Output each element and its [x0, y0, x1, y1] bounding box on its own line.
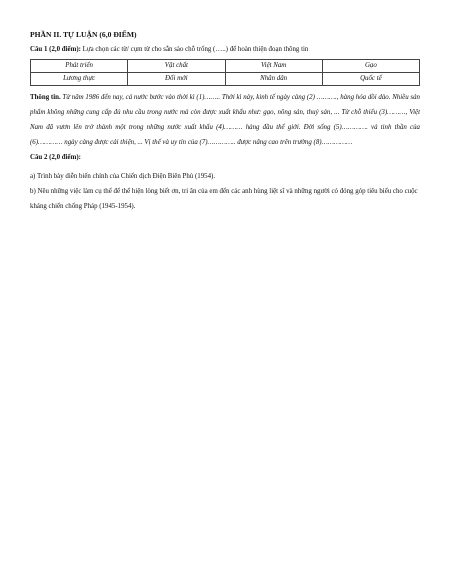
word-bank-cell: Gạo — [322, 60, 419, 73]
word-bank-cell: Vật chất — [128, 60, 225, 73]
question-2-part-b: b) Nêu những việc làm cụ thể để thể hiện lòng biết ơn, tri ân của em đến các anh hùng liệt sĩ và những người có đóng góp tiêu biểu cho cuộc kháng chiến chống Pháp (1945-1954). — [30, 188, 418, 210]
word-bank-cell: Đổi mới — [128, 73, 225, 86]
section-title: PHẦN II. TỰ LUẬN (6,0 ĐIỂM) — [30, 30, 137, 39]
word-bank-row — [31, 60, 420, 73]
word-bank-row — [31, 73, 420, 86]
word-bank-cell: Nhân dân — [225, 73, 322, 86]
document-content — [30, 30, 420, 214]
question-2-label: Câu 2 (2,0 điểm): — [30, 154, 81, 161]
word-bank-table — [30, 59, 420, 86]
passage-text: Từ năm 1986 đến nay, cả nước bước vào thời kì (1)…….. Thời kì này, kinh tế ngày càng (2) ………., hàng hóa dồi dào. Nhiều sản phẩm không những cung cấp đủ nhu cầu trong nước mà còn được xuất khẩu như: gạo, nông sản, thuỷ sản, ... Từ chỗ thiếu (3)………, Việt Nam đã vươn lên trở thành một trong những nước xuất khẩu (4)……… hàng đầu thế giới. Đời sống (5)…………. và tinh thần của (6)………… ngày càng được cải thiện, ... Vị thế và uy tín của (7)………….. được nâng cao trên trường (8)…………… — [30, 94, 420, 146]
word-bank-cell: Phát triển — [31, 60, 128, 73]
word-bank-cell: Quốc tế — [322, 73, 419, 86]
passage-label: Thông tin. — [30, 94, 61, 101]
question-1-label: Câu 1 (2,0 điểm): — [30, 46, 81, 53]
question-2-part-a: a) Trình bày diễn biến chính của Chiến dịch Điện Biên Phủ (1954). — [30, 173, 216, 180]
information-passage — [30, 90, 420, 150]
question-1-prompt — [30, 45, 420, 55]
word-bank-cell: Lương thực — [31, 73, 128, 86]
question-1-text: Lựa chọn các từ/ cụm từ cho sẵn sào chỗ trống (…..) để hoàn thiện đoạn thông tin — [80, 46, 309, 53]
word-bank-cell: Việt Nam — [225, 60, 322, 73]
